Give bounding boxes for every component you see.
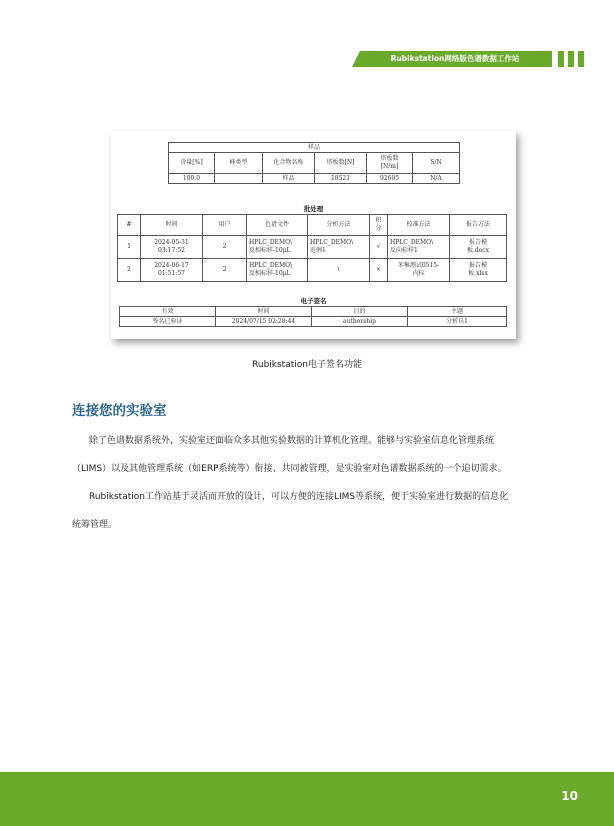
sample-header-cell: 塔板数 [N/m] [367,153,413,174]
trace-cell: 1 [118,236,141,259]
sample-cell [215,174,263,184]
trace-cell: 2024-05-31 03:17:52 [141,236,203,259]
signature-table [119,306,507,327]
sample-header-cell: S/N [413,153,460,174]
trace-table [117,214,507,282]
signature-cell: 2024/07/15 02:28:44 [216,317,312,327]
trace-table-title: 批处理 [303,205,324,213]
paragraph-line: （LIMS）以及其他管理系统（如ERP系统等）衔接、共同被管理，是实验室对色谱数据系统的一个迫切需求。 [72,464,507,474]
trace-cell: 报告模 板.xlsx [450,259,507,282]
trace-cell: 苯集测试0515- 内标 [388,259,450,282]
trace-cell: × [370,259,388,282]
trace-header-cell: 用户 [203,215,247,236]
sample-cell: 92605 [367,174,413,184]
sample-header-cell: 峰类型 [215,153,263,174]
header-stripe [568,51,574,67]
sample-table [168,142,460,184]
header-title: Rubikstation网络版色谱数据工作站 [390,54,520,63]
trace-cell: 2024-06-17 01:51:57 [141,259,203,282]
trace-cell: 2 [203,236,247,259]
sample-header-cell: 化合物名称 [263,153,315,174]
trace-cell: 2 [118,259,141,282]
page-number: 10 [561,789,578,803]
sample-cell: N/A [413,174,460,184]
sample-cell: 18521 [315,174,367,184]
trace-cell: 2 [203,259,247,282]
trace-cell: √ [370,236,388,259]
table-row [118,259,507,282]
signature-header-cell: 主题 [408,307,507,317]
trace-header-cell: 分析方法 [308,215,370,236]
trace-cell: HPLC_DEMO\ 范例1 [308,236,370,259]
trace-cell: HPLC_DEMO\ 反相标样-10μL [247,259,308,282]
trace-cell: \ [308,259,370,282]
signature-table-title: 电子签名 [300,297,327,305]
trace-header-cell: 时间 [141,215,203,236]
trace-header-cell: 校准方法 [388,215,450,236]
footer-band [0,772,614,826]
signature-cell: 签名已验证 [120,317,216,327]
report-figure [111,131,516,339]
sample-cell: 100.0 [169,174,215,184]
trace-cell: HPLC_DEMO\ 反向标样1 [388,236,450,259]
signature-cell: 分析员1 [408,317,507,327]
signature-cell: authorship [312,317,408,327]
paragraph-line: 除了色谱数据系统外，实验室还面临众多其他实验数据的计算机化管理。能够与实验室信息化管理系统 [89,436,495,446]
signature-header-cell: 目的 [312,307,408,317]
signature-header-cell: 有效 [120,307,216,317]
trace-header-cell: 积 分 [370,215,388,236]
header-stripe [578,51,584,67]
sample-header-cell: 含量[%] [169,153,215,174]
figure-caption: Rubikstation电子签名功能 [252,360,362,370]
signature-header-cell: 时间 [216,307,312,317]
sample-header-cell: 塔板数[N] [315,153,367,174]
trace-header-cell: 报告方法 [450,215,507,236]
sample-table-title: 样品 [169,143,460,153]
section-title: 连接您的实验室 [72,403,167,419]
trace-cell: HPLC_DEMO\ 反相标样-10μL [247,236,308,259]
header-stripe [558,51,564,67]
trace-cell: 报告模 板.docx [450,236,507,259]
trace-header-cell: # [118,215,141,236]
paragraph-line: 统筹管理。 [72,520,118,530]
paragraph-line: Rubikstation工作站基于灵活而开放的设计，可以方便的连接LIMS等系统，便于实验室进行数据的信息化 [89,492,509,502]
table-row [118,236,507,259]
trace-header-cell: 色谱文件 [247,215,308,236]
sample-cell: 样品 [263,174,315,184]
